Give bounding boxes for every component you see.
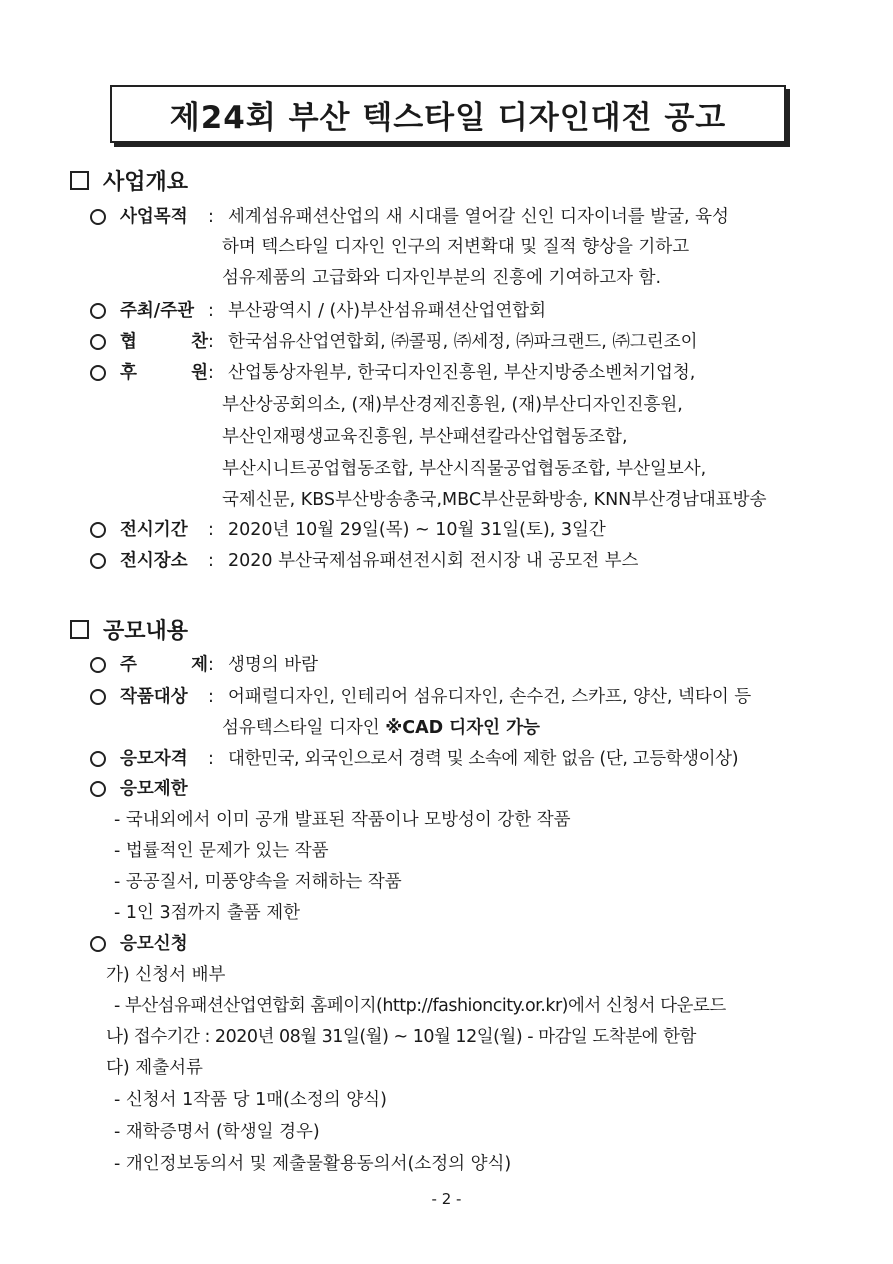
- venue-row: [90, 546, 638, 576]
- sponsor-line-4: 부산시니트공업협동조합, 부산시직물공업협동조합, 부산일보사,: [222, 459, 707, 479]
- colon: :: [208, 207, 214, 227]
- cooperation-label-b: 찬: [191, 332, 208, 352]
- application-line: - 개인정보동의서 및 제출물활용동의서(소정의 양식): [114, 1154, 512, 1174]
- restriction-item: - 1인 3점까지 출품 제한: [114, 903, 301, 923]
- circle-bullet-icon: [90, 365, 106, 381]
- page-number: - 2 -: [431, 1190, 462, 1208]
- cad-note: ※CAD 디자인 가능: [385, 718, 540, 738]
- sponsor-row: [90, 358, 695, 388]
- period-label: 전시기간: [120, 520, 188, 540]
- application-row: [90, 929, 208, 959]
- host-value: 부산광역시 / (사)부산섬유패션산업연합회: [228, 301, 547, 321]
- checkbox-square-icon: [70, 620, 89, 639]
- eligibility-label: 응모자격: [120, 749, 188, 769]
- sponsor-line-2: 부산상공회의소, (재)부산경제진흥원, (재)부산디자인진흥원,: [222, 395, 683, 415]
- colon: :: [208, 655, 214, 675]
- section-overview-title: 사업개요: [103, 170, 189, 195]
- circle-bullet-icon: [90, 553, 106, 569]
- cooperation-label: [120, 327, 208, 357]
- sponsor-label-b: 원: [191, 363, 208, 383]
- colon: :: [208, 687, 214, 707]
- colon: :: [208, 520, 214, 540]
- page-title: 제24회 부산 텍스타일 디자인대전 공고: [110, 85, 786, 143]
- colon: :: [208, 301, 214, 321]
- cooperation-value: 한국섬유산업연합회, ㈜콜핑, ㈜세정, ㈜파크랜드, ㈜그린조이: [228, 332, 698, 352]
- section-overview-heading: [70, 165, 188, 196]
- purpose-row: [90, 202, 729, 232]
- period-value: 2020년 10월 29일(목) ~ 10월 31일(토), 3일간: [228, 520, 606, 540]
- circle-bullet-icon: [90, 781, 106, 797]
- checkbox-square-icon: [70, 171, 89, 190]
- cooperation-label-a: 협: [120, 332, 137, 352]
- theme-label-b: 제: [191, 655, 208, 675]
- target-line-1: 어패럴디자인, 인테리어 섬유디자인, 손수건, 스카프, 양산, 넥타이 등: [228, 687, 752, 707]
- circle-bullet-icon: [90, 209, 106, 225]
- circle-bullet-icon: [90, 334, 106, 350]
- host-row: [90, 296, 546, 326]
- target-label: 작품대상: [120, 687, 188, 707]
- application-line: - 신청서 1작품 당 1매(소정의 양식): [114, 1090, 387, 1110]
- colon: :: [208, 749, 214, 769]
- purpose-line-2: 하며 텍스타일 디자인 인구의 저변확대 및 질적 향상을 기하고: [222, 237, 690, 257]
- sponsor-line-5: 국제신문, KBS부산방송총국,MBC부산문화방송, KNN부산경남대표방송: [222, 490, 767, 510]
- colon: :: [208, 551, 214, 571]
- target-line-2: [222, 713, 540, 743]
- restriction-label: 응모제한: [120, 779, 188, 799]
- application-label: 응모신청: [120, 934, 188, 954]
- colon: :: [208, 363, 214, 383]
- restriction-item: - 공공질서, 미풍양속을 저해하는 작품: [114, 872, 402, 892]
- restriction-item: - 국내외에서 이미 공개 발표된 작품이나 모방성이 강한 작품: [114, 810, 571, 830]
- target-row: [90, 682, 751, 712]
- circle-bullet-icon: [90, 303, 106, 319]
- circle-bullet-icon: [90, 936, 106, 952]
- application-line: 다) 제출서류: [106, 1058, 203, 1078]
- cooperation-row: [90, 327, 698, 357]
- theme-label: [120, 650, 208, 680]
- colon: :: [208, 332, 214, 352]
- circle-bullet-icon: [90, 751, 106, 767]
- target-line-2-text: 섬유텍스타일 디자인: [222, 718, 386, 738]
- circle-bullet-icon: [90, 689, 106, 705]
- period-row: [90, 515, 606, 545]
- application-line: 나) 접수기간 : 2020년 08월 31일(월) ~ 10월 12일(월) - 마감일 도착분에 한함: [106, 1027, 696, 1047]
- application-line: - 재학증명서 (학생일 경우): [114, 1122, 320, 1142]
- sponsor-label-a: 후: [120, 363, 137, 383]
- circle-bullet-icon: [90, 522, 106, 538]
- restriction-row: [90, 774, 208, 804]
- theme-row: [90, 650, 318, 680]
- circle-bullet-icon: [90, 657, 106, 673]
- theme-value: 생명의 바람: [228, 655, 319, 675]
- sponsor-line-1: 산업통상자원부, 한국디자인진흥원, 부산지방중소벤처기업청,: [228, 363, 696, 383]
- application-line: 가) 신청서 배부: [106, 965, 226, 985]
- eligibility-row: [90, 744, 738, 774]
- section-contest-heading: [70, 614, 188, 645]
- venue-label: 전시장소: [120, 551, 188, 571]
- venue-value: 2020 부산국제섬유패션전시회 전시장 내 공모전 부스: [228, 551, 639, 571]
- host-label: 주최/주관: [120, 301, 195, 321]
- application-line: - 부산섬유패션산업연합회 홈페이지(http://fashioncity.or.kr)에서 신청서 다운로드: [114, 996, 726, 1016]
- sponsor-line-3: 부산인재평생교육진흥원, 부산패션칼라산업협동조합,: [222, 427, 628, 447]
- eligibility-value: 대한민국, 외국인으로서 경력 및 소속에 제한 없음 (단, 고등학생이상): [228, 749, 739, 769]
- restriction-item: - 법률적인 문제가 있는 작품: [114, 841, 329, 861]
- purpose-label: 사업목적: [120, 207, 188, 227]
- sponsor-label: [120, 358, 208, 388]
- theme-label-a: 주: [120, 655, 137, 675]
- purpose-line-1: 세계섬유패션산업의 새 시대를 열어갈 신인 디자이너를 발굴, 육성: [228, 207, 729, 227]
- section-contest-title: 공모내용: [103, 619, 189, 644]
- purpose-line-3: 섬유제품의 고급화와 디자인부분의 진흥에 기여하고자 함.: [222, 268, 662, 288]
